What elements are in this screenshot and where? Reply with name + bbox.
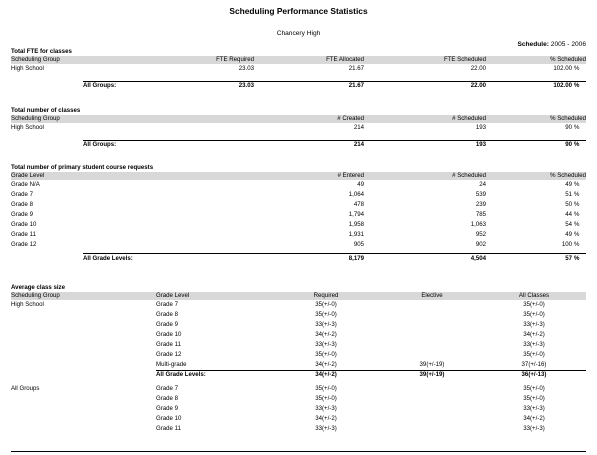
classes-header-pct: % Scheduled bbox=[550, 115, 586, 122]
class-size-grade: Grade 10 bbox=[156, 415, 182, 422]
fte-row-required: 23.03 bbox=[238, 65, 254, 72]
table-row bbox=[11, 384, 586, 394]
requests-header-pct: % Scheduled bbox=[550, 172, 586, 179]
class-size-all: 35(+/-0) bbox=[523, 395, 545, 402]
requests-total-pct: 57 bbox=[565, 255, 572, 262]
class-size-required: 33(+/-3) bbox=[315, 321, 337, 328]
table-row bbox=[11, 320, 586, 330]
class-size-all: 33(+/-3) bbox=[523, 341, 545, 348]
request-grade: Grade 8 bbox=[11, 201, 34, 208]
class-size-grade: Grade 11 bbox=[156, 341, 181, 348]
pct-symbol: % bbox=[574, 124, 580, 131]
fte-total-scheduled: 22.00 bbox=[470, 82, 486, 89]
class-size-required: 33(+/-3) bbox=[315, 425, 337, 432]
table-row bbox=[11, 414, 586, 424]
request-scheduled: 902 bbox=[475, 241, 486, 248]
pct-symbol: % bbox=[574, 82, 580, 89]
classes-row-group: High School bbox=[11, 124, 44, 131]
class-size-all: 33(+/-3) bbox=[523, 405, 545, 412]
pct-symbol: % bbox=[574, 65, 580, 72]
pct-symbol: % bbox=[574, 221, 580, 228]
fte-row-scheduled: 22.00 bbox=[470, 65, 486, 72]
class-size-required: 34(+/-2) bbox=[315, 361, 337, 368]
class-size-required: 35(+/-0) bbox=[315, 385, 337, 392]
pct-symbol: % bbox=[574, 181, 580, 188]
class-size-grade: Grade 12 bbox=[156, 351, 182, 358]
classes-section-title: Total number of classes bbox=[11, 107, 81, 114]
class-size-grade: Grade 9 bbox=[156, 321, 179, 328]
class-size-header-row bbox=[11, 292, 586, 300]
class-size-elective: 39(+/-19) bbox=[419, 361, 445, 368]
requests-header-row bbox=[11, 172, 586, 180]
class-size-all: 35(+/-0) bbox=[523, 385, 545, 392]
fte-header-row bbox=[11, 56, 586, 64]
page-bottom-rule bbox=[11, 451, 586, 452]
classes-section bbox=[11, 107, 586, 150]
class-size-body bbox=[11, 300, 586, 434]
request-scheduled: 24 bbox=[479, 181, 486, 188]
class-size-grade: Grade 10 bbox=[156, 331, 182, 338]
request-grade: Grade 7 bbox=[11, 191, 34, 198]
class-size-all: 35(+/-0) bbox=[523, 311, 545, 318]
pct-symbol: % bbox=[574, 141, 580, 148]
class-size-header-all: All Classes bbox=[518, 292, 550, 299]
fte-total-row bbox=[11, 81, 586, 91]
pct-symbol: % bbox=[574, 201, 580, 208]
class-size-grade: All Grade Levels: bbox=[156, 371, 206, 378]
table-row bbox=[11, 300, 586, 310]
class-size-header-group: Scheduling Group bbox=[11, 292, 60, 299]
table-row bbox=[11, 330, 586, 340]
classes-total-scheduled: 193 bbox=[475, 141, 486, 148]
class-size-grade: Grade 7 bbox=[156, 385, 179, 392]
classes-header-group: Scheduling Group bbox=[11, 115, 60, 122]
classes-row-scheduled: 193 bbox=[475, 124, 486, 131]
fte-total-pct: 102.00 bbox=[553, 82, 572, 89]
fte-header-required: FTE Required bbox=[216, 56, 254, 63]
class-size-all: 34(+/-2) bbox=[523, 415, 545, 422]
class-size-required: 33(+/-3) bbox=[315, 405, 337, 412]
fte-row-pct: 102.00 bbox=[553, 65, 572, 72]
table-row bbox=[11, 230, 586, 240]
classes-total-row bbox=[11, 140, 586, 150]
classes-total-created: 214 bbox=[353, 141, 364, 148]
fte-header-allocated: FTE Allocated bbox=[326, 56, 364, 63]
classes-row-pct: 90 bbox=[565, 124, 572, 131]
request-entered: 1,794 bbox=[348, 211, 364, 218]
fte-row-group: High School bbox=[11, 65, 44, 72]
class-size-grade: Grade 8 bbox=[156, 395, 179, 402]
request-entered: 49 bbox=[357, 181, 364, 188]
classes-total-pct: 90 bbox=[565, 141, 572, 148]
requests-header-entered: # Entered bbox=[337, 172, 364, 179]
fte-section-title: Total FTE for classes bbox=[11, 48, 72, 55]
class-size-grade: Grade 7 bbox=[156, 301, 179, 308]
request-entered: 478 bbox=[353, 201, 364, 208]
classes-header-row bbox=[11, 115, 586, 123]
classes-total-label: All Groups: bbox=[83, 141, 117, 148]
class-size-all: 33(+/-3) bbox=[523, 425, 545, 432]
table-row bbox=[11, 424, 586, 434]
class-size-all: 35(+/-0) bbox=[523, 351, 545, 358]
request-entered: 1,931 bbox=[348, 231, 364, 238]
class-size-required: 35(+/-0) bbox=[315, 395, 337, 402]
table-row bbox=[11, 200, 586, 210]
pct-symbol: % bbox=[574, 231, 580, 238]
class-size-all: 35(+/-0) bbox=[523, 301, 545, 308]
class-size-required: 34(+/-2) bbox=[315, 331, 337, 338]
request-pct: 49 bbox=[565, 231, 572, 238]
class-size-all: 34(+/-2) bbox=[523, 331, 545, 338]
requests-total-entered: 8,179 bbox=[348, 255, 364, 262]
table-row bbox=[11, 310, 586, 320]
request-grade: Grade 12 bbox=[11, 241, 37, 248]
fte-total-required: 23.03 bbox=[238, 82, 254, 89]
request-entered: 1,064 bbox=[348, 191, 364, 198]
table-row bbox=[11, 360, 586, 370]
schedule-value: 2005 - 2006 bbox=[550, 41, 586, 48]
class-size-grade: Multi-grade bbox=[156, 361, 187, 368]
fte-section bbox=[11, 48, 586, 91]
table-row bbox=[11, 340, 586, 350]
table-row bbox=[11, 404, 586, 414]
fte-header-group: Scheduling Group bbox=[11, 56, 60, 63]
class-size-grade: Grade 8 bbox=[156, 311, 179, 318]
fte-total-allocated: 21.67 bbox=[348, 82, 364, 89]
class-size-all: 37(+/-16) bbox=[521, 361, 547, 368]
classes-row-created: 214 bbox=[353, 124, 364, 131]
request-entered: 1,958 bbox=[348, 221, 364, 228]
table-row bbox=[11, 180, 586, 190]
class-size-total-wrap bbox=[11, 370, 586, 380]
classes-header-created: # Created bbox=[337, 115, 364, 122]
table-row bbox=[11, 394, 586, 404]
request-scheduled: 1,063 bbox=[470, 221, 486, 228]
requests-header-scheduled: # Scheduled bbox=[452, 172, 486, 179]
pct-symbol: % bbox=[574, 191, 580, 198]
request-pct: 100 bbox=[561, 241, 572, 248]
report-title: Scheduling Performance Statistics bbox=[229, 6, 368, 16]
fte-row-allocated: 21.67 bbox=[348, 65, 364, 72]
classes-header-scheduled: # Scheduled bbox=[452, 115, 486, 122]
requests-header-grade: Grade Level bbox=[11, 172, 45, 179]
requests-section-title: Total number of primary student course requests bbox=[11, 164, 154, 171]
class-size-total-row bbox=[11, 370, 586, 380]
class-size-header-required: Required bbox=[313, 292, 339, 299]
pct-symbol: % bbox=[574, 255, 580, 262]
table-row bbox=[11, 240, 586, 250]
fte-header-pct: % Scheduled bbox=[550, 56, 586, 63]
request-scheduled: 785 bbox=[475, 211, 486, 218]
request-scheduled: 539 bbox=[475, 191, 486, 198]
request-grade: Grade 9 bbox=[11, 211, 34, 218]
class-size-header-grade: Grade Level bbox=[156, 292, 190, 299]
class-size-required: 35(+/-0) bbox=[315, 311, 337, 318]
request-scheduled: 952 bbox=[475, 231, 486, 238]
table-row bbox=[11, 190, 586, 200]
class-size-required: 35(+/-0) bbox=[315, 351, 337, 358]
class-size-grade: Grade 11 bbox=[156, 425, 181, 432]
request-entered: 905 bbox=[353, 241, 364, 248]
pct-symbol: % bbox=[574, 211, 580, 218]
class-size-elective: 39(+/-19) bbox=[419, 371, 445, 378]
class-size-required: 34(+/-2) bbox=[315, 415, 337, 422]
requests-total-scheduled: 4,504 bbox=[470, 255, 486, 262]
request-pct: 51 bbox=[565, 191, 572, 198]
schedule-label-text: Schedule: bbox=[517, 41, 549, 48]
class-size-all: 33(+/-3) bbox=[523, 321, 545, 328]
table-row bbox=[11, 350, 586, 360]
class-size-required: 33(+/-3) bbox=[315, 341, 337, 348]
table-row bbox=[11, 220, 586, 230]
requests-section bbox=[11, 164, 586, 264]
class-size-all: 36(+/-13) bbox=[521, 371, 547, 378]
schedule-label bbox=[517, 41, 586, 48]
class-size-section bbox=[11, 284, 586, 434]
class-size-section-title: Average class size bbox=[11, 284, 65, 291]
request-grade: Grade 10 bbox=[11, 221, 37, 228]
class-size-grade: Grade 9 bbox=[156, 405, 179, 412]
fte-header-scheduled: FTE Scheduled bbox=[443, 56, 486, 63]
class-size-required: 35(+/-0) bbox=[315, 301, 337, 308]
request-pct: 54 bbox=[565, 221, 572, 228]
table-row bbox=[11, 64, 586, 74]
fte-total-label: All Groups: bbox=[83, 82, 117, 89]
request-grade: Grade N/A bbox=[11, 181, 40, 188]
request-grade: Grade 11 bbox=[11, 231, 36, 238]
table-row bbox=[11, 123, 586, 133]
request-pct: 44 bbox=[565, 211, 572, 218]
request-scheduled: 239 bbox=[475, 201, 486, 208]
class-size-header-elective: Elective bbox=[421, 292, 443, 299]
requests-rows bbox=[11, 180, 586, 250]
request-pct: 50 bbox=[565, 201, 572, 208]
requests-total-row bbox=[11, 254, 586, 264]
table-row bbox=[11, 210, 586, 220]
class-size-required: 34(+/-2) bbox=[315, 371, 337, 378]
school-name: Chancery High bbox=[276, 30, 321, 37]
pct-symbol: % bbox=[574, 241, 580, 248]
request-pct: 49 bbox=[565, 181, 572, 188]
class-size-group-name: All Groups bbox=[11, 385, 40, 392]
class-size-group-name: High School bbox=[11, 301, 44, 308]
requests-total-label: All Grade Levels: bbox=[83, 255, 133, 262]
